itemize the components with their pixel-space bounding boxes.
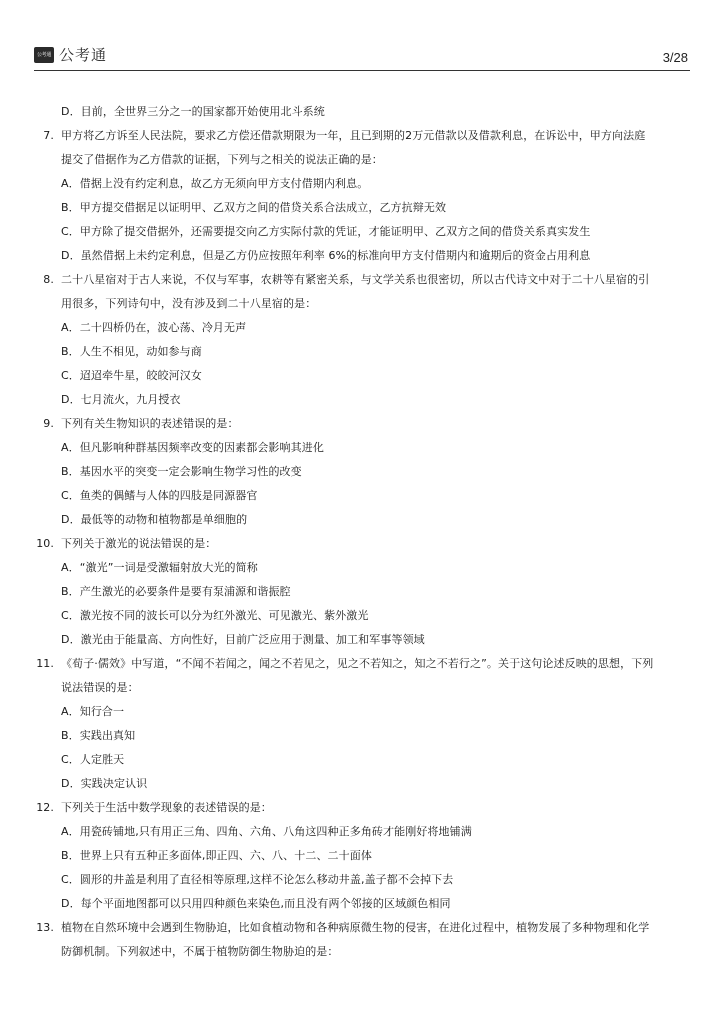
option-line [0, 340, 724, 364]
answer-option: C．迢迢牵牛星，皎皎河汉女 [61, 369, 202, 382]
question-number: 9. [43, 417, 54, 430]
question-number: 7. [43, 129, 54, 142]
page-header [34, 40, 690, 71]
option-line [0, 844, 724, 868]
logo [34, 44, 107, 65]
question-line [0, 148, 724, 172]
option-line [0, 700, 724, 724]
question-list [0, 100, 724, 964]
option-line [0, 628, 724, 652]
answer-option: C．圆形的井盖是利用了直径相等原理,这样不论怎么移动井盖,盖子都不会掉下去 [61, 873, 454, 886]
question-item [0, 412, 724, 532]
logo-mark-icon: 公考通 [34, 47, 54, 63]
logo-text: 公考通 [59, 46, 108, 64]
question-number: 10. [36, 537, 54, 550]
answer-option: A．知行合一 [61, 705, 125, 718]
question-text: 下列关于激光的说法错误的是： [61, 537, 217, 550]
question-item [0, 652, 724, 796]
option-line [0, 100, 724, 124]
question-line [0, 412, 724, 436]
option-line [0, 604, 724, 628]
option-line [0, 484, 724, 508]
question-text: 《荀子·儒效》中写道，“不闻不若闻之，闻之不若见之，见之不若知之，知之不若行之”。关于这句论述反映的思想，下列 [61, 657, 654, 670]
question-text: 下列有关生物知识的表述错误的是： [61, 417, 239, 430]
option-line [0, 460, 724, 484]
answer-option: C．激光按不同的波长可以分为红外激光、可见激光、紫外激光 [61, 609, 369, 622]
question-item [0, 124, 724, 268]
option-line [0, 388, 724, 412]
question-number: 8. [43, 273, 54, 286]
option-line [0, 172, 724, 196]
option-line [0, 508, 724, 532]
question-line [0, 652, 724, 676]
answer-option: A．但凡影响种群基因频率改变的因素都会影响其进化 [61, 441, 324, 454]
answer-option: A．二十四桥仍在，波心荡、冷月无声 [61, 321, 247, 334]
question-text: 甲方将乙方诉至人民法院，要求乙方偿还借款期限为一年，且已到期的2万元借款以及借款利息，在诉讼中，甲方向法庭 [61, 129, 646, 142]
option-line [0, 244, 724, 268]
option-line [0, 436, 724, 460]
option-line [0, 196, 724, 220]
answer-option: D．目前，全世界三分之一的国家都开始使用北斗系统 [61, 105, 325, 118]
question-number: 12. [36, 801, 54, 814]
answer-option: B．甲方提交借据足以证明甲、乙双方之间的借贷关系合法成立，乙方抗辩无效 [61, 201, 447, 214]
question-item [0, 268, 724, 412]
question-text: 说法错误的是： [61, 681, 139, 694]
question-item [0, 796, 724, 916]
answer-option: C．人定胜天 [61, 753, 125, 766]
option-line [0, 772, 724, 796]
answer-option: D．激光由于能量高、方向性好，目前广泛应用于测量、加工和军事等领域 [61, 633, 425, 646]
question-line [0, 532, 724, 556]
answer-option: B．实践出真知 [61, 729, 136, 742]
answer-option: D．七月流火，九月授衣 [61, 393, 181, 406]
question-line [0, 916, 724, 940]
option-line [0, 724, 724, 748]
answer-option: D．实践决定认识 [61, 777, 148, 790]
answer-option: D．每个平面地图都可以只用四种颜色来染色,而且没有两个邻接的区域颜色相同 [61, 897, 451, 910]
question-line [0, 268, 724, 292]
answer-option: B．产生激光的必要条件是要有泵浦源和谐振腔 [61, 585, 291, 598]
question-item [0, 100, 724, 124]
option-line [0, 220, 724, 244]
question-item [0, 532, 724, 652]
answer-option: A．“激光”一词是受激辐射放大光的简称 [61, 561, 258, 574]
question-text: 防御机制。下列叙述中，不属于植物防御生物胁迫的是： [61, 945, 339, 958]
question-item [0, 916, 724, 964]
answer-option: D．虽然借据上未约定利息，但是乙方仍应按照年利率 6%的标准向甲方支付借期内和逾期后的资金占用利息 [61, 249, 591, 262]
question-text: 二十八星宿对于古人来说，不仅与军事，农耕等有紧密关系，与文学关系也很密切，所以古代诗文中对于二十八星宿的引 [61, 273, 650, 286]
question-line [0, 124, 724, 148]
option-line [0, 556, 724, 580]
answer-option: B．基因水平的突变一定会影响生物学习性的改变 [61, 465, 302, 478]
option-line [0, 316, 724, 340]
option-line [0, 580, 724, 604]
question-text: 提交了借据作为乙方借款的证据，下列与之相关的说法正确的是： [61, 153, 383, 166]
answer-option: C．甲方除了提交借据外，还需要提交向乙方实际付款的凭证，才能证明甲、乙双方之间的借贷关系真实发生 [61, 225, 591, 238]
option-line [0, 820, 724, 844]
answer-option: A．用瓷砖铺地,只有用正三角、四角、六角、八角这四种正多角砖才能刚好将地铺满 [61, 825, 472, 838]
option-line [0, 364, 724, 388]
question-line [0, 292, 724, 316]
question-number: 13. [36, 921, 54, 934]
option-line [0, 748, 724, 772]
answer-option: B．人生不相见，动如参与商 [61, 345, 202, 358]
question-line [0, 796, 724, 820]
answer-option: B．世界上只有五种正多面体,即正四、六、八、十二、二十面体 [61, 849, 372, 862]
question-line [0, 676, 724, 700]
page-number: 3/28 [662, 50, 688, 65]
answer-option: C．鱼类的偶鳍与人体的四肢是同源器官 [61, 489, 258, 502]
question-text: 下列关于生活中数学现象的表述错误的是： [61, 801, 272, 814]
question-text: 植物在自然环境中会遇到生物胁迫，比如食植动物和各种病原微生物的侵害，在进化过程中，植物发展了多种物理和化学 [61, 921, 650, 934]
option-line [0, 868, 724, 892]
answer-option: D．最低等的动物和植物都是单细胞的 [61, 513, 248, 526]
option-line [0, 892, 724, 916]
question-line [0, 940, 724, 964]
answer-option: A．借据上没有约定利息，故乙方无须向甲方支付借期内利息。 [61, 177, 369, 190]
question-text: 用很多，下列诗句中，没有涉及到二十八星宿的是： [61, 297, 317, 310]
question-number: 11. [36, 657, 54, 670]
